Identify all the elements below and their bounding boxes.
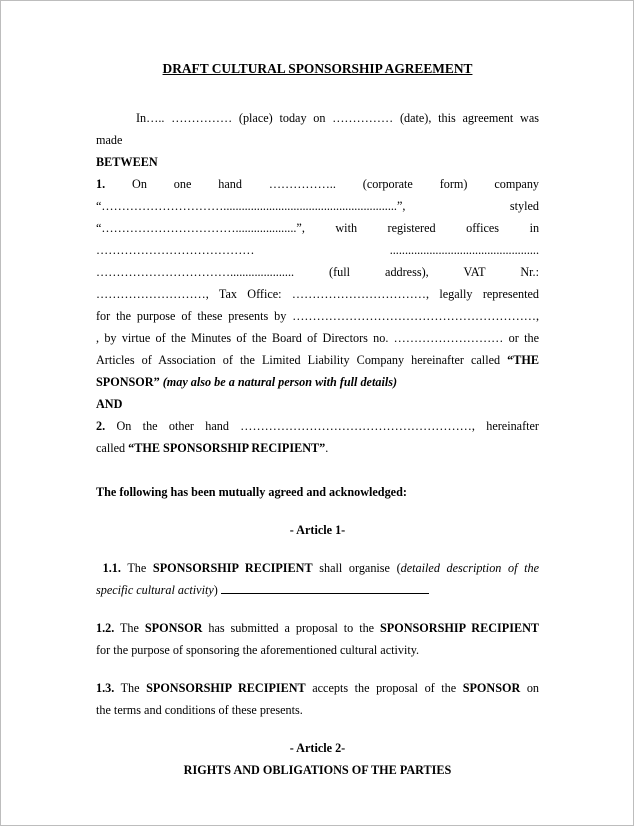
- clause-1-1-detail-note: detailed description of the: [400, 561, 539, 575]
- party1-l3-w1: “……………………………....................”,: [96, 221, 305, 235]
- party1-line-3: [96, 217, 539, 239]
- party1-l3-w5: in: [529, 221, 539, 235]
- clause-1-2-sponsor: SPONSOR: [144, 621, 203, 635]
- party1-w5: (corporate: [362, 177, 413, 191]
- rights-heading: RIGHTS AND OBLIGATIONS OF THE PARTIES: [183, 763, 452, 777]
- clause-1-2-line-1: [96, 617, 539, 639]
- clause-1-1-organise: shall organise (: [312, 561, 401, 575]
- intro-line-1: In….. …………… (place) today on …………… (date), this agreement was: [136, 111, 539, 125]
- clause-1-3-sponsor: SPONSOR: [462, 681, 521, 695]
- party2-number: 2.: [96, 419, 106, 433]
- party1-line-7: for the purpose of these presents by ……………………………………………………,: [96, 309, 539, 323]
- clause-1-3-the: The: [114, 681, 147, 695]
- party1-l5-w4: VAT: [463, 265, 486, 279]
- party1-l5-w3: address),: [385, 265, 429, 279]
- party1-w1: On: [132, 177, 147, 191]
- clause-1-2-text: has submitted a proposal to the: [202, 621, 381, 635]
- between-heading: BETWEEN: [96, 155, 158, 169]
- party1-line-1: [96, 173, 539, 195]
- article-1-heading: - Article 1-: [289, 523, 346, 537]
- clause-1-1-the: The: [120, 561, 153, 575]
- spacer: [96, 721, 539, 737]
- clause-1-2-line-2: for the purpose of sponsoring the aforementioned cultural activity.: [96, 643, 420, 657]
- party1-w6: form): [439, 177, 468, 191]
- clause-1-3-text: accepts the proposal of the: [305, 681, 463, 695]
- party1-line-6: ………………………, Tax Office: ……………………………, legally represented: [96, 287, 539, 301]
- clause-1-3-number: 1.3.: [96, 681, 115, 695]
- party1-styled-blank: “………………………….........................................................”,: [96, 199, 406, 213]
- clause-1-1-line-1: [96, 557, 539, 579]
- clause-1-1-number: 1.1.: [102, 561, 121, 575]
- party1-l5-w5: Nr.:: [520, 265, 539, 279]
- party1-l3-w3: registered: [387, 221, 436, 235]
- spacer: [96, 459, 539, 481]
- party2-l1-hereinafter: hereinafter: [486, 419, 539, 433]
- document-title: DRAFT CULTURAL SPONSORSHIP AGREEMENT: [162, 61, 473, 76]
- clause-1-3-line-1: [96, 677, 539, 699]
- party1-w4: ……………..: [268, 177, 336, 191]
- document-body: [96, 61, 539, 781]
- party1-line-4: [96, 239, 539, 261]
- spacer: [96, 601, 539, 617]
- party1-l5-w1: …………………………….....................: [96, 265, 295, 279]
- party2-line-1: [96, 415, 539, 437]
- party2-line-2: [96, 437, 539, 459]
- party1-l3-w4: offices: [466, 221, 500, 235]
- party1-line-9: [96, 349, 539, 371]
- party2-called: called: [96, 441, 129, 455]
- party1-l4-blank-a: …………………………………: [96, 243, 255, 257]
- clause-1-1-line-2: [96, 579, 539, 601]
- intro-line-2: made: [96, 133, 123, 147]
- party1-line-2: [96, 195, 539, 217]
- party1-natural-person-note: (may also be a natural person with full details): [159, 375, 398, 389]
- clause-1-2-the: The: [114, 621, 145, 635]
- clause-1-2-recipient: SPONSORSHIP RECIPIENT: [380, 621, 539, 635]
- clause-1-1-recipient: SPONSORSHIP RECIPIENT: [152, 561, 313, 575]
- party1-line-8: , by virtue of the Minutes of the Board of Directors no. ……………………… or the: [96, 331, 539, 345]
- clause-1-3-recipient: SPONSORSHIP RECIPIENT: [146, 681, 306, 695]
- party1-l4-blank-b: .................................................: [389, 243, 539, 257]
- party1-styled-word: styled: [509, 199, 539, 213]
- party1-l9-text: Articles of Association of the Limited Liability Company hereinafter called: [96, 353, 508, 367]
- agreed-heading: The following has been mutually agreed and acknowledged:: [96, 485, 407, 499]
- activity-blank-line: [221, 581, 429, 594]
- party2-l1-text: On the other hand …………………………………………………,: [105, 419, 487, 433]
- party1-sponsor-label: SPONSOR”: [96, 375, 160, 389]
- clause-1-3-on: on: [520, 681, 539, 695]
- clause-1-3-line-2: the terms and conditions of these presents.: [96, 703, 303, 717]
- clause-1-1-activity-note: specific cultural activity: [96, 583, 214, 597]
- party1-l9-the: “THE: [507, 353, 539, 367]
- party1-line-10: [96, 371, 539, 393]
- clause-1-1-close-paren: ): [213, 583, 218, 597]
- party1-w2: one: [173, 177, 192, 191]
- party1-l5-w2: (full: [329, 265, 351, 279]
- party1-number: 1.: [96, 177, 106, 191]
- spacer: [96, 661, 539, 677]
- party2-recipient-label: “THE SPONSORSHIP RECIPIENT”: [128, 441, 326, 455]
- and-heading: AND: [96, 397, 123, 411]
- party1-line-5: [96, 261, 539, 283]
- clause-1-2-number: 1.2.: [96, 621, 115, 635]
- party1-w7: company: [494, 177, 539, 191]
- spacer: [96, 541, 539, 557]
- party1-w3: hand: [218, 177, 242, 191]
- party1-l3-w2: with: [335, 221, 358, 235]
- article-2-heading: - Article 2-: [289, 741, 346, 755]
- spacer: [96, 503, 539, 519]
- party2-period: .: [325, 441, 329, 455]
